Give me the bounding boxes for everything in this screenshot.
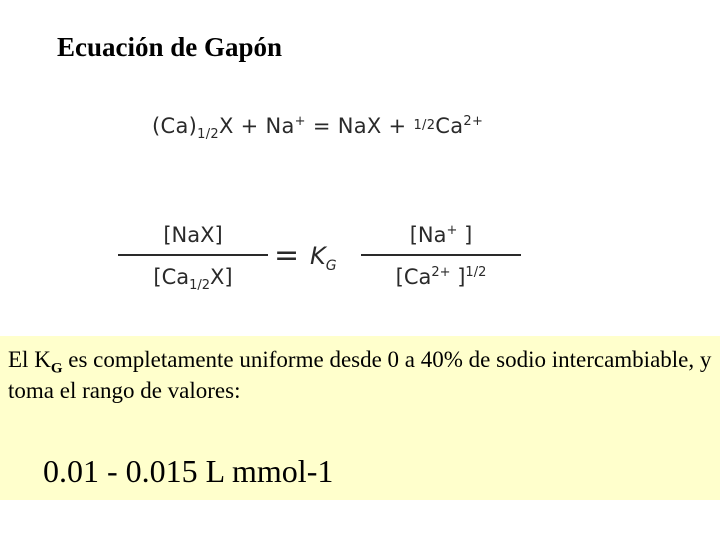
- ca-charge: 2+: [463, 114, 484, 129]
- info-kg-subscript: G: [50, 360, 63, 377]
- right-denominator-power: 1/2: [465, 265, 487, 280]
- right-denominator-close: ]: [450, 265, 466, 289]
- gapon-constant-subscript: G: [325, 257, 337, 274]
- right-denominator-open: [Ca: [395, 265, 432, 289]
- left-denominator-subscript: 1/2: [189, 278, 211, 294]
- gapon-constant: [310, 242, 337, 274]
- exchange-reaction-equation: [152, 114, 484, 143]
- right-numerator-open: [Na: [409, 223, 447, 247]
- left-denominator: [118, 260, 268, 294]
- product-nax: = NaX +: [305, 114, 414, 138]
- reactant-ca-x: (Ca): [152, 114, 198, 138]
- right-numerator-close: ]: [457, 223, 473, 247]
- right-fraction: [361, 218, 521, 294]
- left-fraction: [118, 218, 268, 294]
- info-kg: [8, 347, 63, 377]
- kg-range-value: 0.01 - 0.015 L mmol-1: [43, 453, 334, 489]
- right-denominator: [361, 260, 521, 294]
- product-ca-ion: Ca: [435, 114, 464, 138]
- info-text: [8, 344, 713, 406]
- right-fraction-bar: [361, 254, 521, 256]
- slide-title: Ecuación de Gapón: [57, 32, 283, 62]
- left-fraction-bar: [118, 254, 268, 256]
- info-description: es completamente uniforme desde 0 a 40% de sodio intercambiable, y toma el rango de valores:: [8, 347, 712, 403]
- gapon-ratio-equation: [118, 218, 538, 302]
- left-denominator-close: X]: [210, 265, 233, 289]
- info-box: [0, 336, 720, 500]
- gapon-constant-letter: K: [310, 242, 326, 270]
- equals-sign: =: [274, 238, 300, 273]
- right-numerator-charge: +: [446, 223, 458, 238]
- na-charge: +: [294, 114, 306, 129]
- right-numerator: [361, 218, 521, 252]
- right-denominator-charge: 2+: [431, 265, 451, 280]
- left-numerator: [NaX]: [163, 223, 223, 247]
- reactant-x-na: X + Na: [218, 114, 295, 138]
- left-denominator-open: [Ca: [153, 265, 190, 289]
- info-kg-letter: El K: [8, 347, 51, 372]
- reactant-ca-subscript: 1/2: [197, 127, 219, 143]
- half-coefficient: 1/2: [413, 118, 436, 133]
